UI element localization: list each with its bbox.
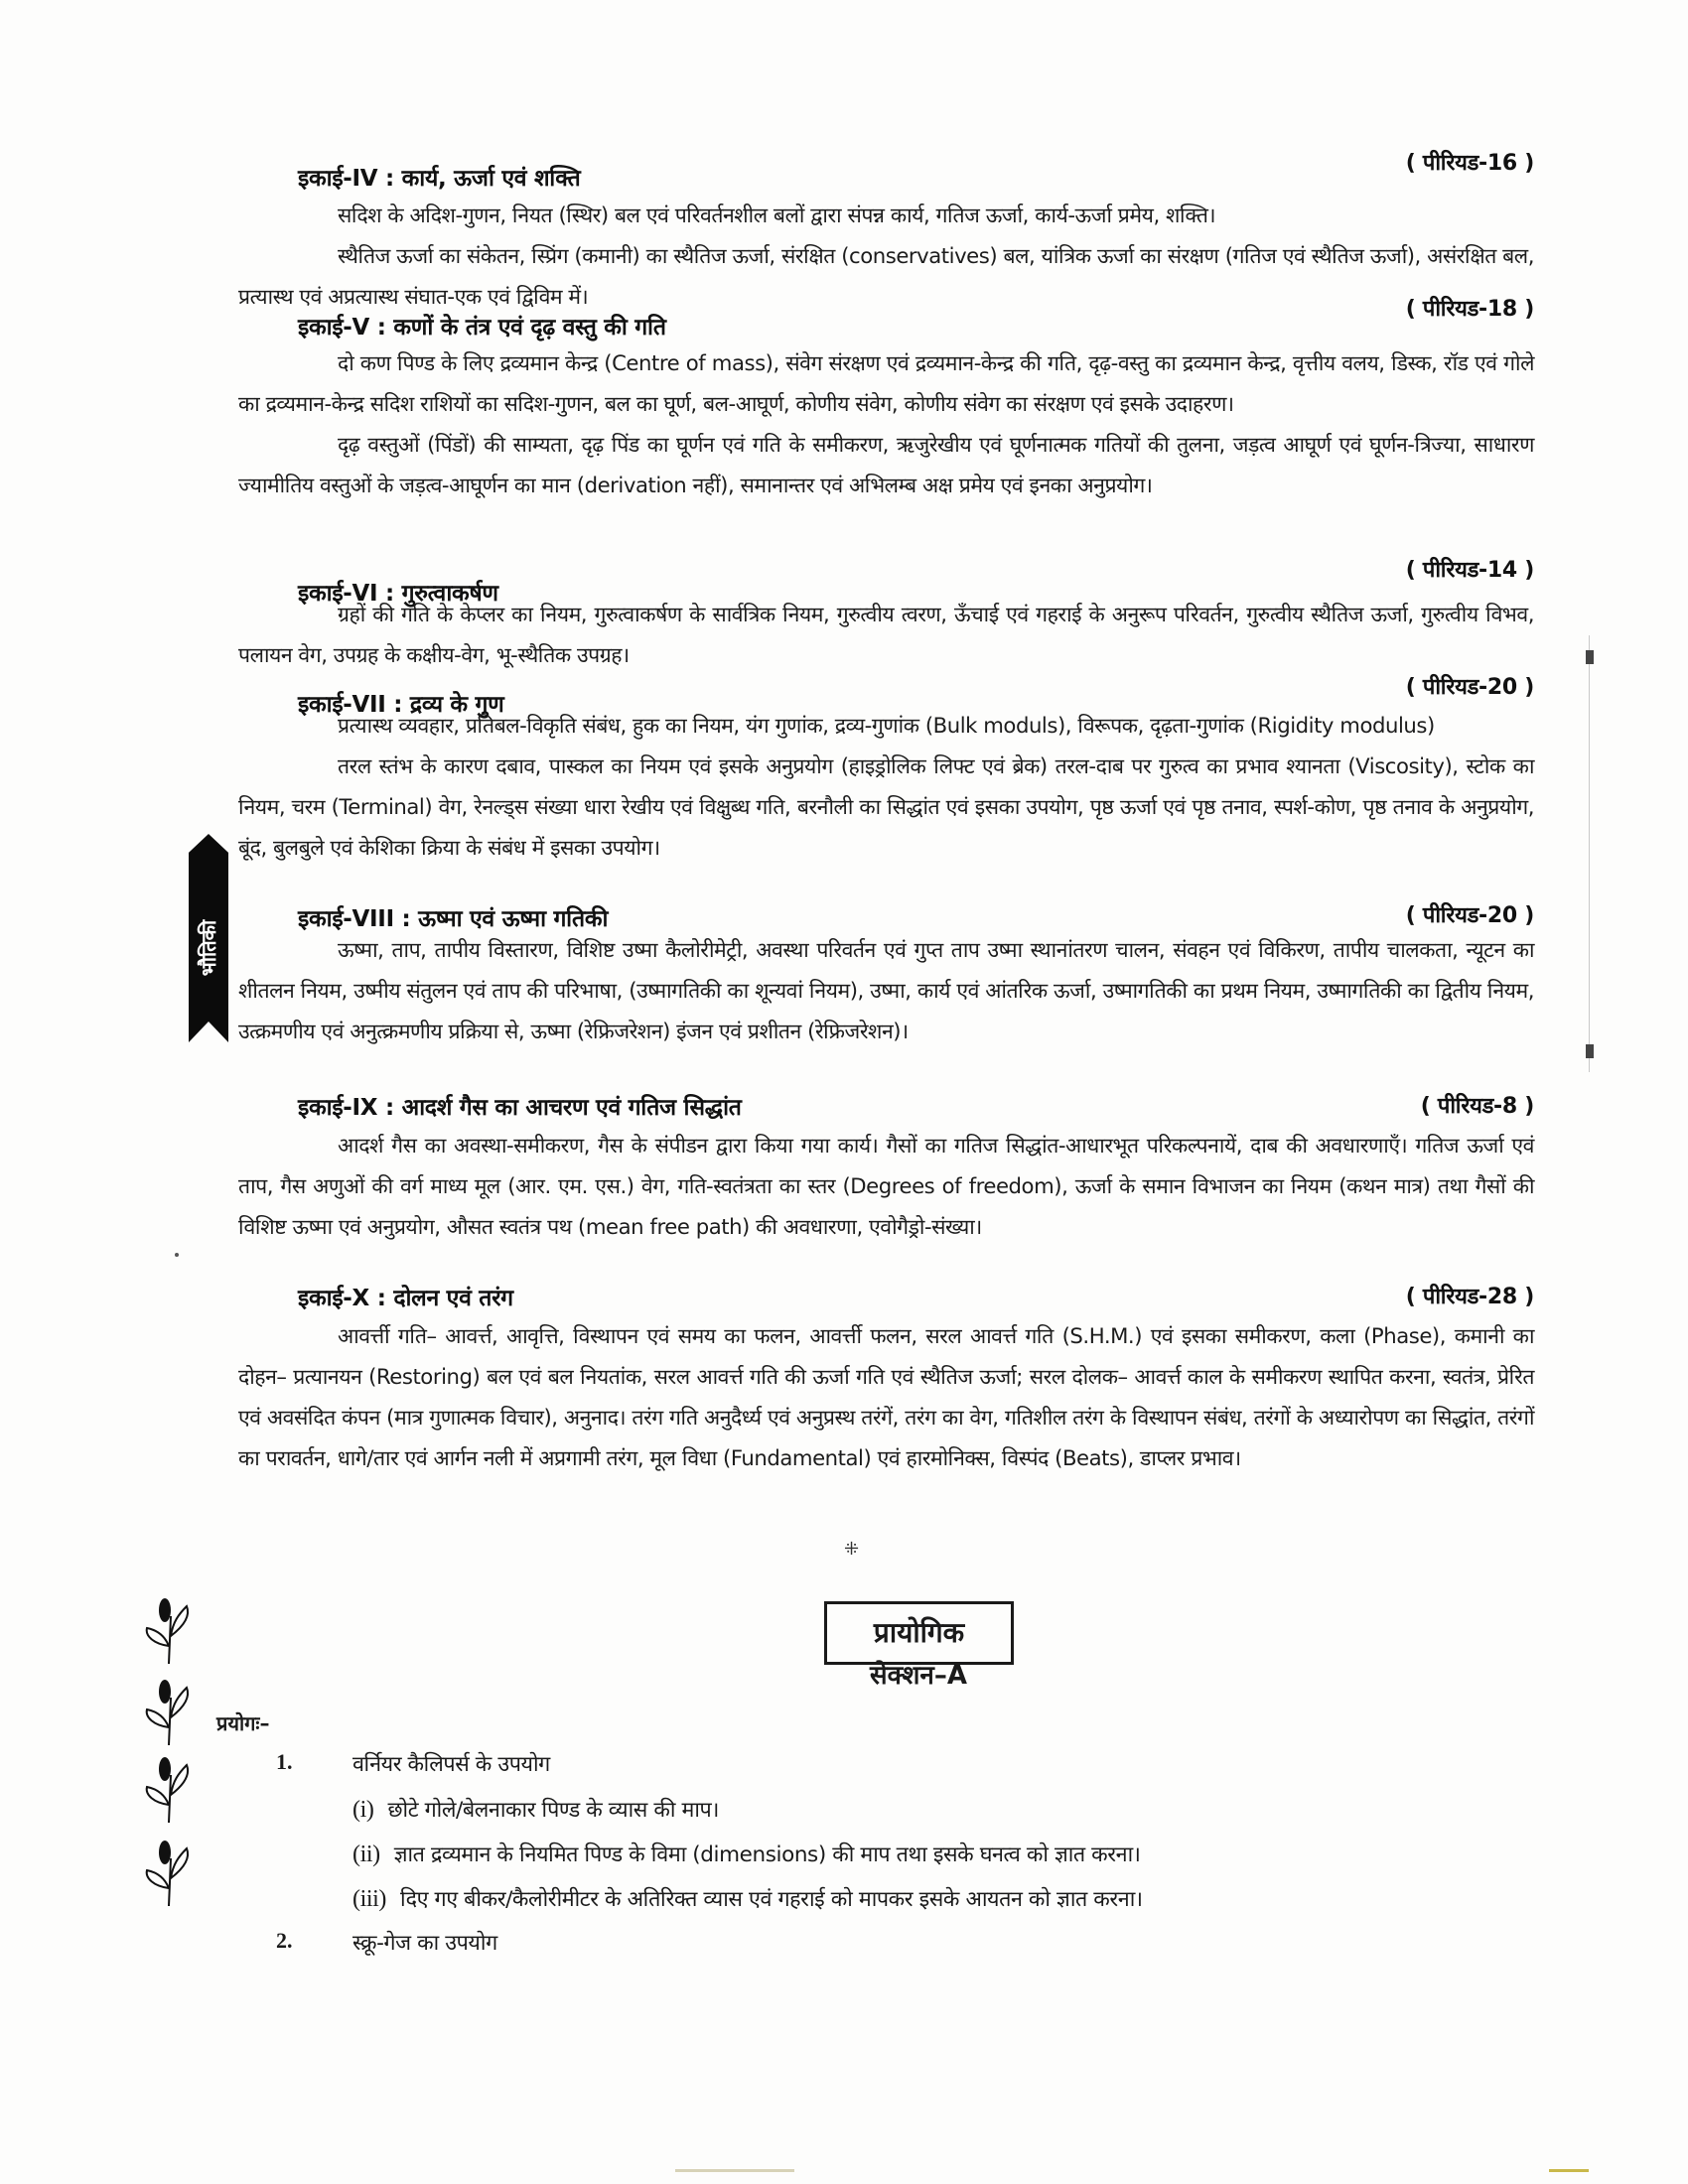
experiment-2-number: 2.	[276, 1928, 293, 1953]
unit-4-para-1: सदिश के अदिश-गुणन, नियत (स्थिर) बल एवं परिवर्तनशील बलों द्वारा संपन्न कार्य, गतिज ऊर्जा, कार्य-ऊर्जा प्रमेय, शक्ति।	[338, 203, 1216, 227]
experiments-label: प्रयोगः–	[216, 1711, 270, 1735]
unit-10-para-1: आवर्त्ती गति– आवर्त्त, आवृत्ति, विस्थापन एवं समय का फलन, आवर्त्ती फलन, सरल आवर्त्त गति (S.H.M.) एवं इसका समीकरण, कला (Phase), कमानी का दोहन– प्रत्यानयन (Restoring) बल एवं बल नियतांक, सरल आवर्त्त गति की ऊर्जा गति एवं स्थैतिज ऊर्जा; सरल दोलक– आवर्त्त काल के समीकरण स्थापित करना, स्वतंत्र, प्रेरित एवं अवसंदित कंपन (मात्र गुणात्मक विचार), अनुनाद। तरंग गति अनुदैर्ध्य एवं अनुप्रस्थ तरंगें, तरंग का वेग, गतिशील तरंग के विस्थापन संबंध, तरंगों के अध्यारोपण का सिद्धांत, तरंगों का परावर्तन, धागे/तार एवं आर्गन नली में अप्रगामी तरंग, मूल विधा (Fundamental) एवं हारमोनिक्स, विस्पंद (Beats), डाप्लर प्रभाव।	[238, 1323, 1534, 1470]
unit-5-para-1: दो कण पिण्ड के लिए द्रव्यमान केन्द्र (Centre of mass), संवेग संरक्षण एवं द्रव्यमान-केन्द्र की गति, दृढ़-वस्तु का द्रव्यमान केन्द्र, वृत्तीय वलय, डिस्क, रॉड एवं गोले का द्रव्यमान-केन्द्र सदिश राशियों का सदिश-गुणन, बल का घूर्ण, बल-आघूर्ण, कोणीय संवेग, कोणीय संवेग का संरक्षण एवं इसके उदाहरण।	[238, 350, 1534, 416]
leaf-sprig-icon	[139, 1755, 199, 1825]
unit-6-label: इकाई-VI :	[298, 581, 394, 607]
unit-6-body	[238, 594, 1534, 675]
leaf-sprig-icon	[139, 1678, 199, 1747]
sub-3-text: दिए गए बीकर/कैलोरीमीटर के अतिरिक्त व्यास एवं गहराई को मापकर इसके आयतन को ज्ञात करना।	[400, 1887, 1143, 1912]
unit-10-period: ( पीरियड-28 )	[1405, 1285, 1534, 1309]
unit-6-period: ( पीरियड-14 )	[1405, 558, 1534, 583]
unit-9-title: आदर्श गैस का आचरण एवं गतिज सिद्धांत	[401, 1095, 742, 1121]
ornament-divider: ⁜	[844, 1539, 860, 1560]
experiment-1-title: वर्नियर कैलिपर्स के उपयोग	[352, 1752, 550, 1777]
unit-9-period: ( पीरियड-8 )	[1420, 1094, 1534, 1119]
practical-title: प्रायोगिक	[824, 1601, 1014, 1665]
unit-7-para-2: तरल स्तंभ के कारण दबाव, पास्कल का नियम एवं इसके अनुप्रयोग (हाइड्रोलिक लिफ्ट एवं ब्रेक) तरल-दाब पर गुरुत्व का प्रभाव श्यानता (Viscosity), स्टोक का नियम, चरम (Terminal) वेग, रेनल्ड्स संख्या धारा रेखीय एवं विक्षुब्ध गति, बरनौली का सिद्धांत एवं इसका उपयोग, पृष्ठ ऊर्जा एवं पृष्ठ तनाव, स्पर्श-कोण, पृष्ठ तनाव के अनुप्रयोग, बूंद, बुलबुले एवं केशिका क्रिया के संबंध में इसका उपयोग।	[238, 753, 1534, 860]
leaf-sprig-icon	[139, 1839, 199, 1908]
unit-10-title: दोलन एवं तरंग	[393, 1286, 513, 1311]
unit-9-para-1: आदर्श गैस का अवस्था-समीकरण, गैस के संपीडन द्वारा किया गया कार्य। गैसों का गतिज सिद्धांत-आधारभूत परिकल्पनायें, दाब की अवधारणाएँ। गतिज ऊर्जा एवं ताप, गैस अणुओं की वर्ग माध्य मूल (आर. एम. एस.) वेग, गति-स्वतंत्रता का स्तर (Degrees of freedom), ऊर्जा के समान विभाजन का नियम (कथन मात्र) तथा गैसों की विशिष्ट ऊष्मा एवं अनुप्रयोग, औसत स्वतंत्र पथ (mean free path) की अवधारणा, एवोगैड्रो-संख्या।	[238, 1133, 1534, 1239]
sub-2-numeral: (ii)	[352, 1842, 380, 1867]
unit-7-period: ( पीरियड-20 )	[1405, 675, 1534, 700]
leaf-sprig-icon	[139, 1596, 199, 1666]
unit-6-para-1: ग्रहों की गति के केप्लर का नियम, गुरुत्वाकर्षण के सार्वत्रिक नियम, गुरुत्वीय त्वरण, ऊँचाई एवं गहराई के अनुरूप परिवर्तन, गुरुत्वीय स्थैतिज ऊर्जा, गुरुत्वीय विभव, पलायन वेग, उपग्रह के कक्षीय-वेग, भू-स्थैतिक उपग्रह।	[238, 602, 1534, 667]
sub-2-text: ज्ञात द्रव्यमान के नियमित पिण्ड के विमा (dimensions) की माप तथा इसके घनत्व को ज्ञात करना।	[393, 1843, 1141, 1867]
unit-7-body	[238, 705, 1534, 868]
experiment-1-sub-1	[352, 1795, 719, 1824]
unit-5-para-2: दृढ़ वस्तुओं (पिंडों) की साम्यता, दृढ़ पिंड का घूर्णन एवं गति के समीकरण, ऋजुरेखीय एवं घूर्णनात्मक गतियों की तुलना, जड़त्व आघूर्ण एवं घूर्णन-त्रिज्या, साधारण ज्यामीतिय वस्तुओं के जड़त्व-आघूर्णन का मान (derivation नहीं), समानान्तर एवं अभिलम्ब अक्ष प्रमेय एवं इनका अनुप्रयोग।	[238, 432, 1534, 497]
sub-3-numeral: (iii)	[352, 1886, 386, 1912]
unit-9-body	[238, 1125, 1534, 1247]
experiment-1-sub-3	[352, 1884, 1143, 1913]
unit-7-para-1: प्रत्यास्थ व्यवहार, प्रतिबल-विकृति संबंध, हुक का नियम, यंग गुणांक, द्रव्य-गुणांक (Bulk moduls), विरूपक, दृढ़ता-गुणांक (Rigidity modulus)	[338, 713, 1435, 738]
unit-6-title: गुरुत्वाकर्षण	[401, 581, 498, 607]
sub-1-text: छोटे गोले/बेलनाकार पिण्ड के व्यास की माप।	[387, 1798, 720, 1823]
unit-5-body	[238, 342, 1534, 505]
unit-10-body	[238, 1315, 1534, 1478]
scan-edge-mark	[1549, 2169, 1589, 2172]
unit-8-para-1: ऊष्मा, ताप, तापीय विस्तारण, विशिष्ट उष्मा कैलोरीमेट्री, अवस्था परिवर्तन एवं गुप्त ताप उष्मा स्थानांतरण चालन, संवहन एवं विकिरण, तापीय चालकता, न्यूटन का शीतलन नियम, उष्मीय संतुलन एवं ताप की परिभाषा, (उष्मागतिकी का शून्यवां नियम), उष्मा, कार्य एवं आंतरिक ऊर्जा, उष्मागतिकी का प्रथम नियम, उष्मागतिकी का द्वितीय नियम, उत्क्रमणीय एवं अनुत्क्रमणीय प्रक्रिया से, ऊष्मा (रेफ्रिजरेशन) इंजन एवं प्रशीतन (रेफ्रिजरेशन)।	[238, 937, 1534, 1043]
edge-mark	[1586, 650, 1594, 664]
unit-7-label: इकाई-VII :	[298, 692, 403, 718]
unit-9-heading	[298, 1090, 742, 1122]
unit-9-label: इकाई-IX :	[298, 1095, 394, 1121]
unit-8-body	[238, 929, 1534, 1051]
unit-4-body	[238, 195, 1534, 317]
unit-4-period: ( पीरियड-16 )	[1405, 151, 1534, 176]
scan-edge-mark	[675, 2169, 794, 2172]
unit-10-label: इकाई-X :	[298, 1286, 386, 1311]
unit-5-title: कणों के तंत्र एवं दृढ़ वस्तु की गति	[393, 315, 666, 341]
unit-8-period: ( पीरियड-20 )	[1405, 903, 1534, 928]
sub-1-numeral: (i)	[352, 1797, 374, 1823]
unit-8-title: ऊष्मा एवं ऊष्मा गतिकी	[418, 906, 609, 932]
section-a-title: सेक्शन–A	[870, 1661, 967, 1691]
unit-4-para-2: स्थैतिज ऊर्जा का संकेतन, स्प्रिंग (कमानी) का स्थैतिज ऊर्जा, संरक्षित (conservatives) बल, यांत्रिक ऊर्जा का संरक्षण (गतिज एवं स्थैतिज ऊर्जा), असंरक्षित बल, प्रत्यास्थ एवं अप्रत्यास्थ संघात-एक एवं द्विविम में।	[238, 243, 1534, 309]
scan-speck	[175, 1253, 179, 1257]
edge-mark	[1586, 1044, 1594, 1058]
unit-7-title: द्रव्य के गुण	[409, 692, 504, 718]
subject-ribbon-label: भौतिकी	[197, 919, 220, 977]
experiment-1-sub-2	[352, 1840, 1141, 1868]
experiment-1-number: 1.	[276, 1749, 293, 1774]
unit-10-heading	[298, 1281, 513, 1312]
unit-4-heading	[298, 161, 580, 193]
unit-5-heading	[298, 310, 666, 341]
unit-8-label: इकाई-VIII :	[298, 906, 411, 932]
unit-5-period: ( पीरियड-18 )	[1405, 297, 1534, 322]
experiment-2-title: स्क्रू-गेज का उपयोग	[352, 1931, 497, 1956]
unit-4-label: इकाई-IV :	[298, 166, 394, 192]
unit-5-label: इकाई-V :	[298, 315, 386, 341]
unit-4-title: कार्य, ऊर्जा एवं शक्ति	[401, 166, 581, 192]
page-edge-line	[1589, 635, 1590, 1072]
